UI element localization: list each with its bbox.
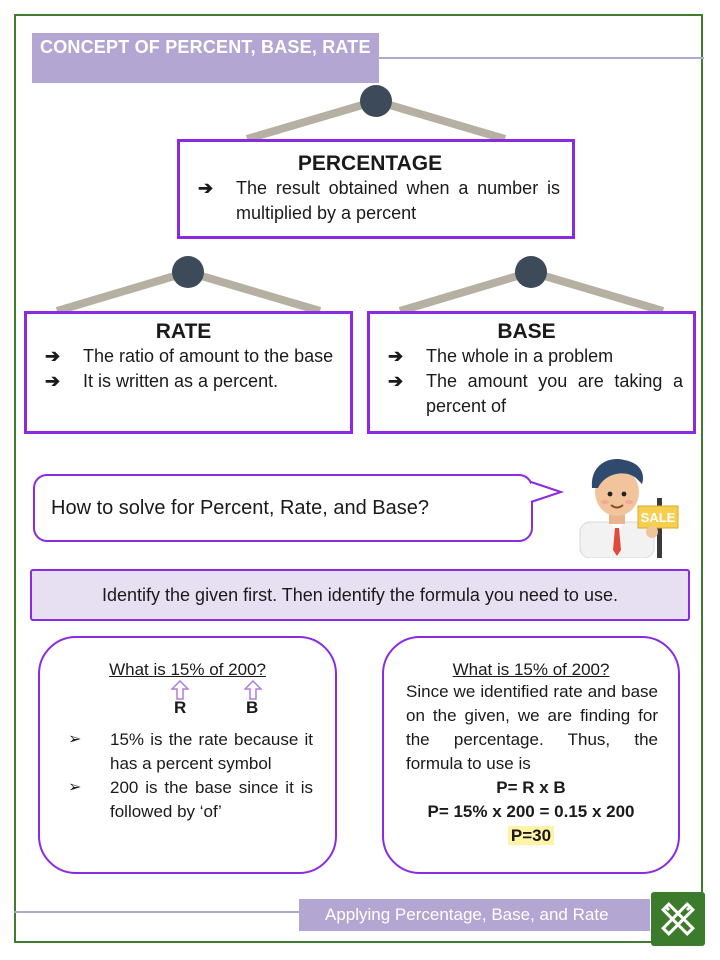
rate-item-text: The ratio of amount to the base <box>83 346 334 366</box>
node-dot-top <box>360 85 392 117</box>
rate-item-text: It is written as a percent. <box>83 371 279 391</box>
rate-title: RATE <box>155 320 212 343</box>
boy-holding-sale-sign-icon <box>566 450 686 558</box>
arrowhead-bullet-icon: ➢ <box>68 731 82 748</box>
base-title: BASE <box>497 320 556 343</box>
arrow-bullet-icon: ➔ <box>45 346 61 366</box>
percentage-title: PERCENTAGE <box>297 152 443 175</box>
base-marker-label: B <box>246 698 259 717</box>
example-question: What is 15% of 200? <box>452 660 610 679</box>
speech-bubble: How to solve for Percent, Rate, and Base? <box>33 474 533 542</box>
answer-line <box>384 824 678 848</box>
connector-rate-left <box>57 272 188 311</box>
arrow-bullet-icon: ➔ <box>198 178 214 198</box>
connector-left <box>247 101 376 139</box>
answer-highlight: P=30 <box>508 826 554 845</box>
base-item <box>370 344 683 369</box>
up-arrow-icon <box>244 680 262 700</box>
rate-item <box>27 344 340 369</box>
speech-bubble-tail <box>529 478 565 508</box>
arrow-bullet-icon: ➔ <box>45 371 61 391</box>
arrow-bullet-icon: ➔ <box>388 346 404 366</box>
page-title: CONCEPT OF PERCENT, BASE, RATE <box>32 33 379 83</box>
footer-title: Applying Percentage, Base, and Rate <box>299 899 650 931</box>
computation: P= 15% x 200 = 0.15 x 200 <box>427 802 635 821</box>
node-dot-base <box>515 256 547 288</box>
base-item <box>370 369 683 419</box>
percentage-box <box>177 139 575 239</box>
connector-base-left <box>400 272 531 311</box>
arrow-bullet-icon: ➔ <box>388 371 404 391</box>
rate-box <box>24 311 353 434</box>
base-box <box>367 311 696 434</box>
percentage-item-text: The result obtained when a number is multiplied by a percent <box>236 178 560 223</box>
example-card-left <box>38 636 337 874</box>
connector-rate-right <box>188 272 320 311</box>
arrowhead-bullet-icon: ➢ <box>68 779 82 796</box>
connector-base-right <box>531 272 663 311</box>
example-card-right <box>382 636 680 874</box>
bullet-text: 15% is the rate because it has a percent symbol <box>110 730 313 773</box>
example-question: What is 15% of 200? <box>109 660 266 679</box>
explanation-bullet <box>40 776 335 824</box>
formula: P= R x B <box>496 778 566 797</box>
up-arrow-icon <box>171 680 189 700</box>
percentage-item <box>180 176 560 226</box>
instruction-banner: Identify the given first. Then identify the formula you need to use. <box>30 569 690 621</box>
base-item-text: The amount you are taking a percent of <box>426 371 683 416</box>
rate-base-markers <box>40 680 335 718</box>
base-item-text: The whole in a problem <box>426 346 614 366</box>
rate-marker-label: R <box>174 698 187 717</box>
node-dot-rate <box>172 256 204 288</box>
explanation-bullet <box>40 728 335 776</box>
connector-right <box>376 101 505 139</box>
svg-text:SALE: SALE <box>640 510 676 525</box>
bullet-text: 200 is the base since it is followed by ‘of’ <box>110 778 313 821</box>
pencil-ruler-cross-icon <box>651 892 705 946</box>
solution-explanation: Since we identified rate and base on the given, we are finding for the percentage. Thus, the formula to use is <box>406 682 658 773</box>
logo <box>651 892 705 946</box>
footer-divider <box>14 911 299 913</box>
rate-item <box>27 369 340 394</box>
